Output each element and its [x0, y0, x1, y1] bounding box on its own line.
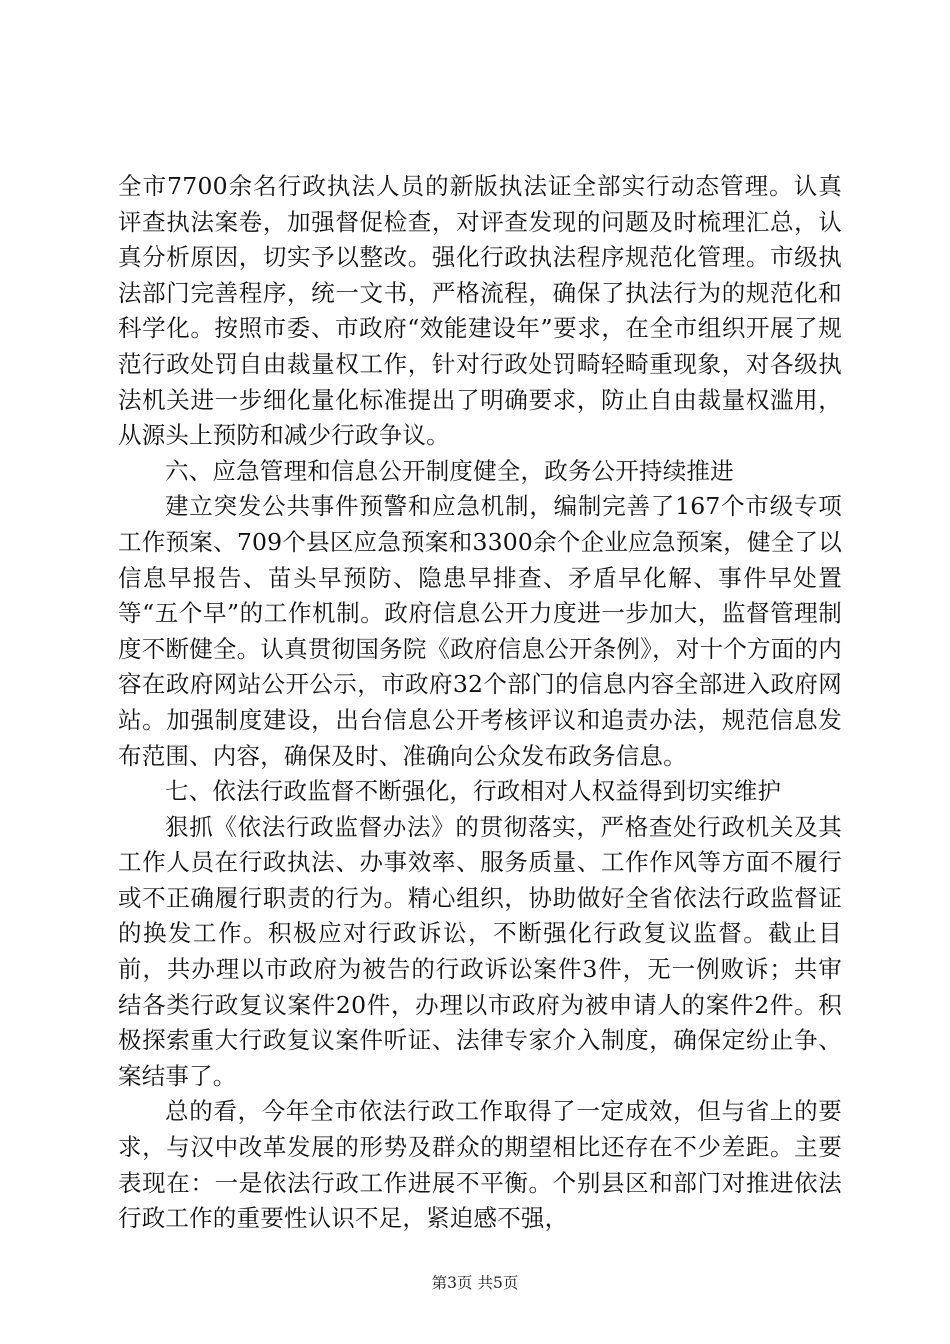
document-body: [118, 169, 842, 1237]
paragraph-2: 建立突发公共事件预警和应急机制，编制完善了167个市级专项工作预案、709个县区应急预案和3300余个企业应急预案，健全了以信息早报告、苗头早预防、隐患早排查、矛盾早化解、事件早处置等“五个早”的工作机制。政府信息公开力度进一步加大，监督管理制度不断健全。认真贯彻国务院《政府信息公开条例》，对十个方面的内容在政府网站公开公示，市政府32个部门的信息内容全部进入政府网站。加强制度建设，出台信息公开考核评议和追责办法，规范信息发布范围、内容，确保及时、准确向公众发布政务信息。: [118, 492, 842, 770]
paragraph-4: 总的看，今年全市依法行政工作取得了一定成效，但与省上的要求，与汉中改革发展的形势及群众的期望相比还存在不少差距。主要表现在：一是依法行政工作进展不平衡。个别县区和部门对推进依法行政工作的重要性认识不足，紧迫感不强，: [118, 1097, 842, 1233]
paragraph-1: 全市7700余名行政执法人员的新版执法证全部实行动态管理。认真评查执法案卷，加强督促检查，对评查发现的问题及时梳理汇总，认真分析原因，切实予以整改。强化行政执法程序规范化管理。市级执法部门完善程序，统一文书，严格流程，确保了执法行为的规范化和科学化。按照市委、市政府“效能建设年”要求，在全市组织开展了规范行政处罚自由裁量权工作，针对行政处罚畸轻畸重现象，对各级执法机关进一步细化量化标准提出了明确要求，防止自由裁量权滥用，从源头上预防和减少行政争议。: [118, 172, 842, 450]
page-number-footer: 第3页 共5页: [431, 1274, 519, 1292]
section-heading-7: 七、依法行政监督不断强化，行政相对人权益得到切实维护: [165, 777, 782, 806]
paragraph-3: 狠抓《依法行政监督办法》的贯彻落实，严格查处行政机关及其工作人员在行政执法、办事效率、服务质量、工作作风等方面不履行或不正确履行职责的行为。精心组织，协助做好全省依法行政监督证的换发工作。积极应对行政诉讼，不断强化行政复议监督。截止目前，共办理以市政府为被告的行政诉讼案件3件，无一例败诉；共审结各类行政复议案件20件，办理以市政府为被申请人的案件2件。积极探索重大行政复议案件听证、法律专家介入制度，确保定纷止争、案结事了。: [118, 812, 842, 1090]
section-heading-6: 六、应急管理和信息公开制度健全，政务公开持续推进: [165, 456, 734, 485]
